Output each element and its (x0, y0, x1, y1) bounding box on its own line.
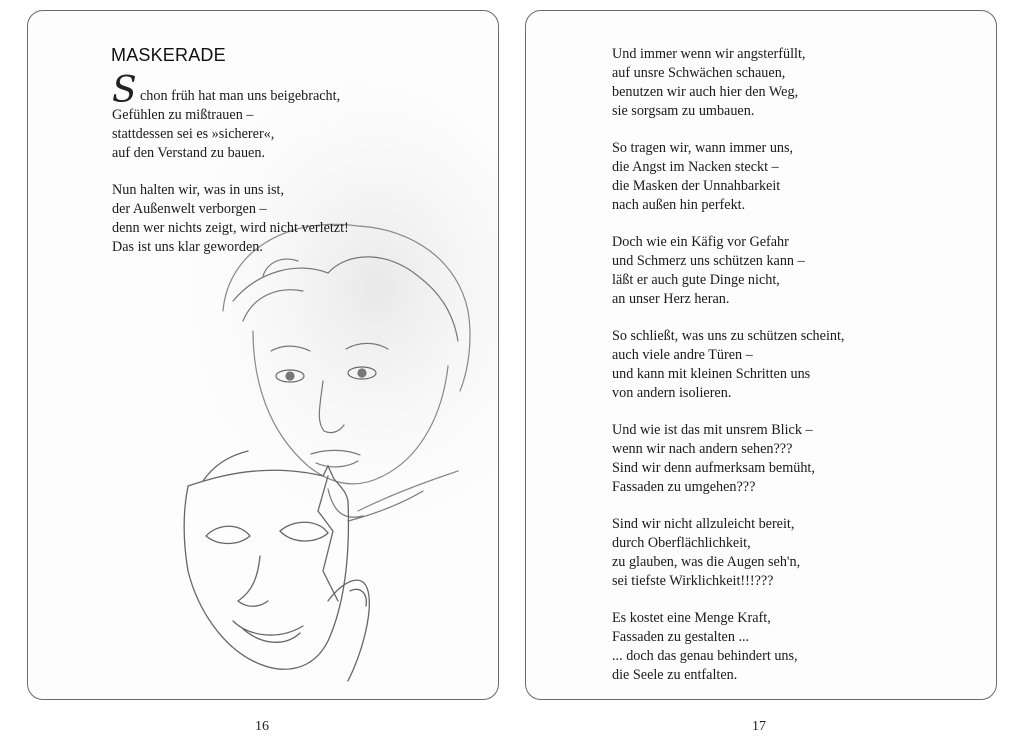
poem-line: Nun halten wir, was in uns ist, (112, 182, 285, 198)
poem-line: die Masken der Unnahbarkeit (612, 178, 781, 194)
stanza (612, 45, 972, 121)
poem-line: Sind wir denn aufmerksam bemüht, (612, 460, 815, 476)
stanza (612, 609, 972, 685)
poem-line: Fassaden zu umgehen??? (612, 479, 756, 495)
page-number-left: 16 (255, 719, 269, 734)
poem-line: durch Oberflächlichkeit, (612, 535, 751, 551)
first-line-text: chon früh hat man uns beigebracht, (140, 88, 341, 104)
poem-line: Fassaden zu gestalten ... (612, 629, 750, 645)
stanza (112, 181, 432, 257)
poem-line: auf den Verstand zu bauen. (112, 145, 265, 161)
poem-line: Und wie ist das mit unsrem Blick – (612, 422, 813, 438)
poem-line: Doch wie ein Käfig vor Gefahr (612, 234, 789, 250)
poem-line: Und immer wenn wir angsterfüllt, (612, 46, 806, 62)
poem-right-text (612, 45, 972, 703)
poem-line: auch viele andre Türen – (612, 347, 753, 363)
poem-line: benutzen wir auch hier den Weg, (612, 84, 799, 100)
stanza (612, 233, 972, 309)
stanza (612, 421, 972, 497)
first-line (112, 70, 432, 111)
stanza (112, 70, 432, 163)
dropcap-letter: S (112, 70, 137, 111)
poem-line: ... doch das genau behindert uns, (612, 648, 798, 664)
poem-line: an unser Herz heran. (612, 291, 730, 307)
poem-line: sei tiefste Wirklichkeit!!!??? (612, 573, 774, 589)
stanza (612, 515, 972, 591)
poem-line: von andern isolieren. (612, 385, 732, 401)
poem-line: zu glauben, was die Augen seh'n, (612, 554, 801, 570)
poem-line: die Angst im Nacken steckt – (612, 159, 779, 175)
poem-line: stattdessen sei es »sicherer«, (112, 126, 275, 142)
poem-line: der Außenwelt verborgen – (112, 201, 267, 217)
poem-line: So tragen wir, wann immer uns, (612, 140, 794, 156)
poem-line: nach außen hin perfekt. (612, 197, 746, 213)
right-page (525, 10, 997, 700)
poem-line: die Seele zu entfalten. (612, 667, 738, 683)
poem-line: auf unsre Schwächen schauen, (612, 65, 786, 81)
stanza (612, 139, 972, 215)
poem-line: Das ist uns klar geworden. (112, 239, 263, 255)
poem-line: Sind wir nicht allzuleicht bereit, (612, 516, 795, 532)
poem-title: MASKERADE (111, 45, 226, 65)
poem-left-text (112, 70, 432, 275)
poem-line: denn wer nichts zeigt, wird nicht verletzt! (112, 220, 349, 236)
poem-line: Es kostet eine Menge Kraft, (612, 610, 771, 626)
poem-line: läßt er auch gute Dinge nicht, (612, 272, 780, 288)
stanza (612, 327, 972, 403)
left-page (27, 10, 499, 700)
poem-line: So schließt, was uns zu schützen scheint, (612, 328, 845, 344)
page-number-right: 17 (752, 719, 766, 734)
poem-line: und kann mit kleinen Schritten uns (612, 366, 811, 382)
poem-line: und Schmerz uns schützen kann – (612, 253, 805, 269)
poem-line: wenn wir nach andern sehen??? (612, 441, 793, 457)
poem-line: sie sorgsam zu umbauen. (612, 103, 755, 119)
poem-line: Gefühlen zu mißtrauen – (112, 107, 254, 123)
